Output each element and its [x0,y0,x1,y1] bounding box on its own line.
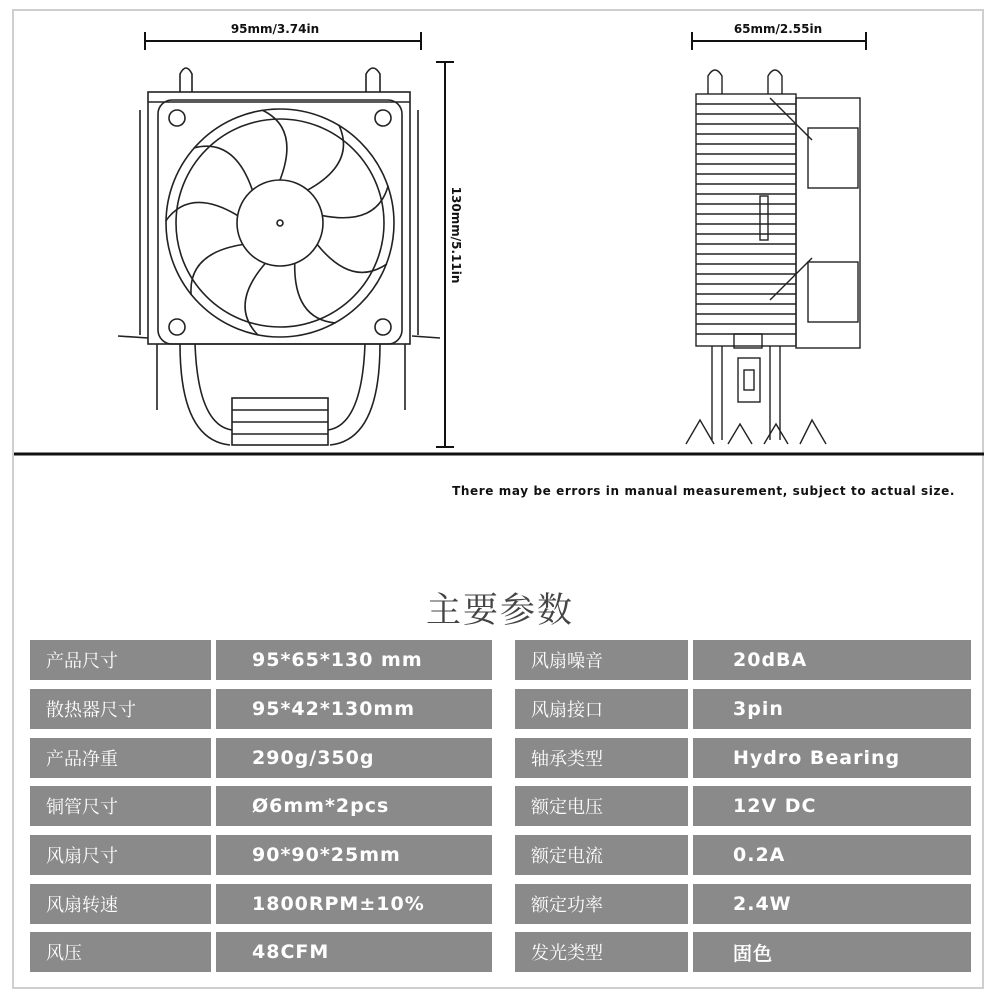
spec-value-right: 3pin [693,689,971,729]
measurement-note: There may be errors in manual measurement, subject to actual size. [452,484,955,498]
spec-value-right: 固色 [693,932,971,972]
height-label: 130mm/5.11in [449,186,463,284]
spec-label-left: 产品尺寸 [30,640,211,680]
heatsink-fins [696,104,796,334]
spec-value-left: 90*90*25mm [216,835,492,875]
spec-label-right: 风扇接口 [515,689,688,729]
cooler-technical-drawing [0,0,1000,470]
spec-label-right: 风扇噪音 [515,640,688,680]
spec-label-left: 散热器尺寸 [30,689,211,729]
spec-title: 主要参数 [425,591,574,631]
spec-value-right: Hydro Bearing [693,738,971,778]
spec-label-left: 铜管尺寸 [30,786,211,826]
spec-label-right: 额定电流 [515,835,688,875]
spec-label-left: 风压 [30,932,211,972]
spec-value-left: Ø6mm*2pcs [216,786,492,826]
spec-value-left: 290g/350g [216,738,492,778]
spec-label-right: 发光类型 [515,932,688,972]
front-width-label: 95mm/3.74in [230,22,320,36]
spec-label-left: 风扇转速 [30,884,211,924]
spec-row [30,786,975,826]
spec-value-right: 0.2A [693,835,971,875]
spec-value-right: 2.4W [693,884,971,924]
spec-label-right: 额定功率 [515,884,688,924]
spec-row [30,932,975,972]
spec-label-right: 轴承类型 [515,738,688,778]
spec-label-left: 产品净重 [30,738,211,778]
fan-blades [166,110,393,335]
front-view-cooler [118,68,440,445]
spec-row [30,884,975,924]
spec-row [30,835,975,875]
spec-value-left: 95*42*130mm [216,689,492,729]
spec-value-left: 1800RPM±10% [216,884,492,924]
spec-value-right: 12V DC [693,786,971,826]
spec-row [30,689,975,729]
side-width-label: 65mm/2.55in [733,22,823,36]
spec-value-left: 95*65*130 mm [216,640,492,680]
spec-row [30,738,975,778]
spec-value-right: 20dBA [693,640,971,680]
side-view-cooler [686,70,860,444]
spec-label-left: 风扇尺寸 [30,835,211,875]
spec-row [30,640,975,680]
spec-label-right: 额定电压 [515,786,688,826]
spec-value-left: 48CFM [216,932,492,972]
